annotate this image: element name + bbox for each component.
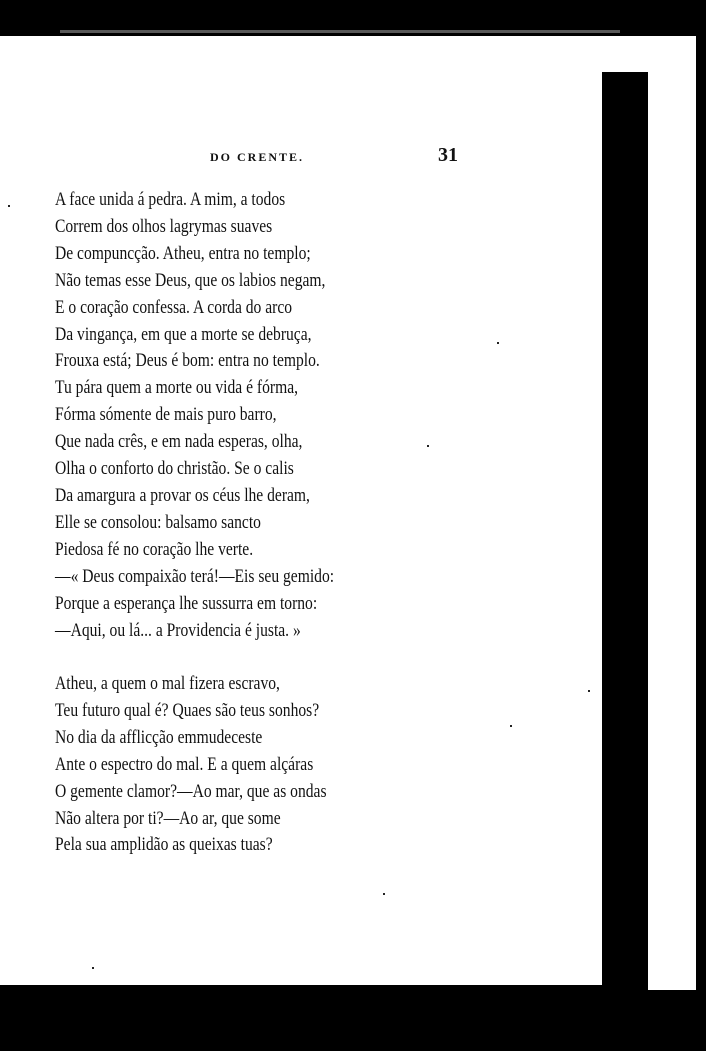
verse-line: Que nada crês, e em nada esperas, olha, xyxy=(55,431,303,453)
verse-line: A face unida á pedra. A mim, a todos xyxy=(55,189,286,210)
scan-border-top xyxy=(0,0,706,36)
ink-speck xyxy=(383,893,385,895)
ink-speck xyxy=(588,690,590,692)
verse-line: Tu pára quem a morte ou vida é fórma, xyxy=(55,377,299,399)
verse-line: Fórma sómente de mais puro barro, xyxy=(55,404,277,426)
verse-line: Da vingança, em que a morte se debruça, xyxy=(55,323,312,345)
verse-line: Não altera por ti?—Ao ar, que some xyxy=(55,807,281,829)
scan-streak xyxy=(60,30,620,33)
verse-line: —« Deus compaixão terá!—Eis seu gemido: xyxy=(55,565,335,587)
verse-line: De compuncção. Atheu, entra no templo; xyxy=(55,242,311,264)
verse-line: Teu futuro qual é? Quaes são teus sonhos? xyxy=(55,699,320,721)
scan-border-far-right xyxy=(696,36,706,996)
verse-line: Da amargura a provar os céus lhe deram, xyxy=(55,484,310,506)
verse-line: No dia da afflicção emmudeceste xyxy=(55,726,263,748)
verse-line: —Aqui, ou lá... a Providencia é justa. » xyxy=(55,619,301,641)
scan-border-right xyxy=(602,72,648,992)
verse-line: Ante o espectro do mal. E a quem alçáras xyxy=(55,753,314,775)
verse-line: Correm dos olhos lagrymas suaves xyxy=(55,215,273,237)
running-head: DO CRENTE. xyxy=(210,150,305,164)
verse-line: Frouxa está; Deus é bom: entra no templo. xyxy=(55,350,320,372)
ink-speck xyxy=(427,445,429,447)
verse-line: Porque a esperança lhe sussurra em torno: xyxy=(55,592,318,614)
ink-speck xyxy=(510,725,512,727)
verse-line: E o coração confessa. A corda do arco xyxy=(55,296,293,318)
verse-line: Pela sua amplidão as queixas tuas? xyxy=(55,834,273,856)
stanza-2 xyxy=(55,671,386,859)
ink-speck xyxy=(497,342,499,344)
verse-line: Elle se consolou: balsamo sancto xyxy=(55,511,261,533)
verse-line: Não temas esse Deus, que os labios negam, xyxy=(55,269,326,291)
page-number: 31 xyxy=(438,144,458,166)
scan-border-bottom xyxy=(0,990,706,1051)
stanza-1 xyxy=(55,187,395,644)
verse-line: Olha o conforto do christão. Se o calis xyxy=(55,458,294,480)
ink-speck xyxy=(92,967,94,969)
verse-line: O gemente clamor?—Ao mar, que as ondas xyxy=(55,780,327,802)
ink-speck xyxy=(8,205,10,207)
page-edge-right xyxy=(648,36,696,996)
verse-line: Atheu, a quem o mal fizera escravo, xyxy=(55,673,280,694)
verse-line: Piedosa fé no coração lhe verte. xyxy=(55,538,254,560)
